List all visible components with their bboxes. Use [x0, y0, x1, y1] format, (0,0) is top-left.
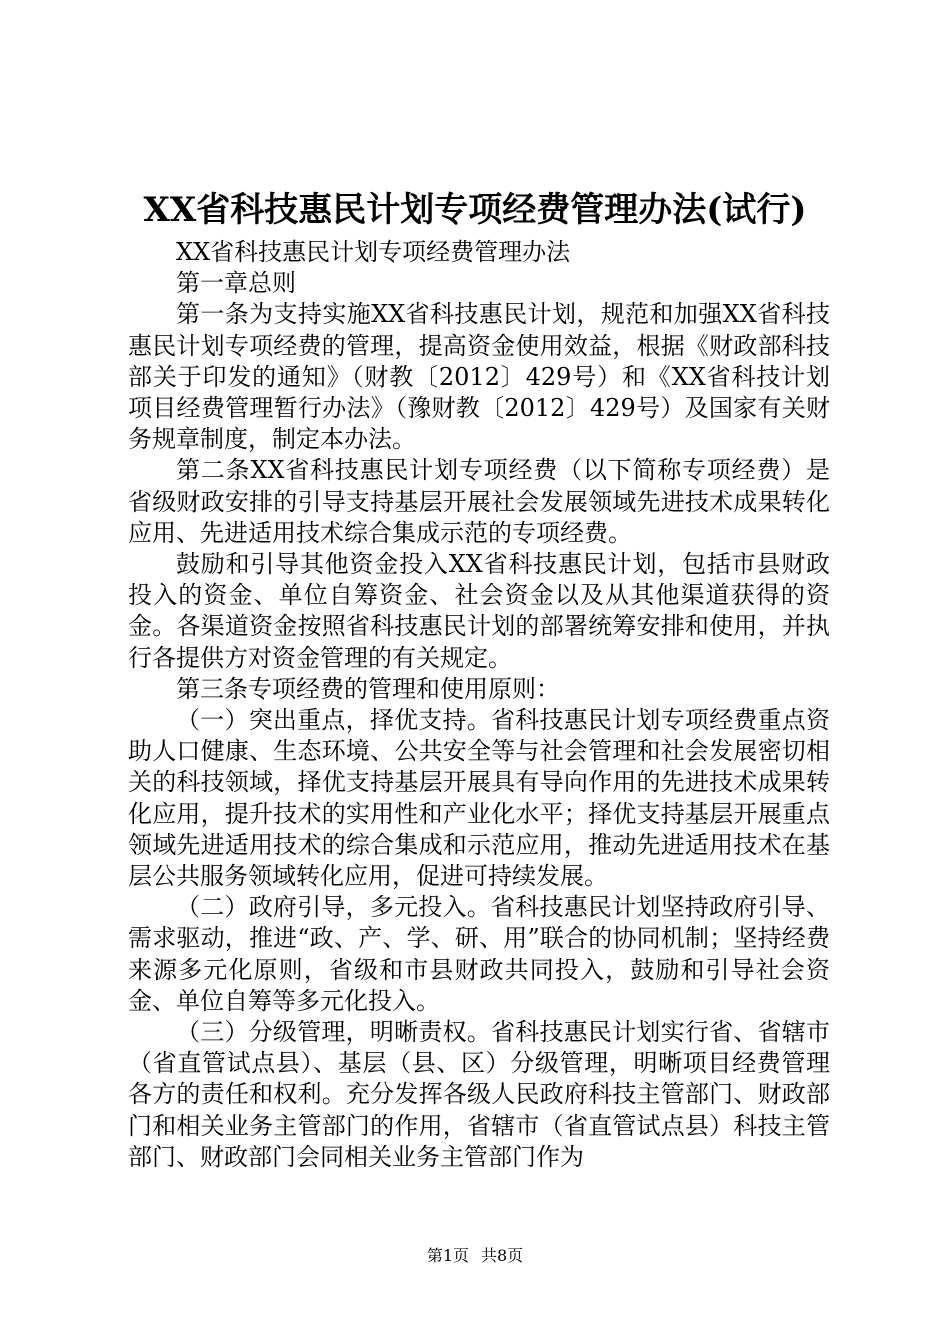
- article-1-paragraph: 第一条为支持实施XX省科技惠民计划，规范和加强XX省科技惠民计划专项经费的管理，提高资金使用效益，根据《财政部科技部关于印发的通知》（财教〔2012〕429号）和《XX省科技计划项目经费管理暂行办法》（豫财教〔2012〕429号）及国家有关财务规章制度，制定本办法。: [128, 300, 830, 454]
- page-number-total: 共8页: [481, 1246, 524, 1265]
- article-3-paragraph: 第三条专项经费的管理和使用原则：: [176, 674, 560, 703]
- chapter-heading: 第一章总则: [176, 269, 296, 298]
- funding-sources-paragraph: 鼓励和引导其他资金投入XX省科技惠民计划，包括市县财政投入的资金、单位自筹资金、社会资金以及从其他渠道获得的资金。各渠道资金按照省科技惠民计划的部署统筹安排和使用，并执行各提供方对资金管理的有关规定。: [128, 550, 830, 672]
- page-footer: [0, 1245, 950, 1267]
- page-number-current: 第1页: [426, 1246, 469, 1265]
- document-title: XX省科技惠民计划专项经费管理办法(试行): [143, 190, 807, 230]
- principle-3-paragraph: （三）分级管理，明晰责权。省科技惠民计划实行省、省辖市（省直管试点县）、基层（县、区）分级管理，明晰项目经费管理各方的责任和权利。充分发挥各级人民政府科技主管部门、财政部门和相关业务主管部门的作用，省辖市（省直管试点县）科技主管部门、财政部门会同相关业务主管部门作为: [128, 1018, 830, 1171]
- subtitle-paragraph: XX省科技惠民计划专项经费管理办法: [176, 238, 571, 266]
- document-body: [128, 237, 830, 1173]
- principle-2-paragraph: （二）政府引导，多元投入。省科技惠民计划坚持政府引导、需求驱动，推进“政、产、学、研、用”联合的协同机制；坚持经费来源多元化原则，省级和市县财政共同投入，鼓励和引导社会资金、单位自筹等多元化投入。: [128, 893, 830, 1015]
- article-2-paragraph: 第二条XX省科技惠民计划专项经费（以下简称专项经费）是省级财政安排的引导支持基层开展社会发展领域先进技术成果转化应用、先进适用技术综合集成示范的专项经费。: [128, 456, 830, 547]
- principle-1-paragraph: （一）突出重点，择优支持。省科技惠民计划专项经费重点资助人口健康、生态环境、公共安全等与社会管理和社会发展密切相关的科技领域，择优支持基层开展具有导向作用的先进技术成果转化应用，提升技术的实用性和产业化水平；择优支持基层开展重点领域先进适用技术的综合集成和示范应用，推动先进适用技术在基层公共服务领域转化应用，促进可持续发展。: [128, 706, 830, 891]
